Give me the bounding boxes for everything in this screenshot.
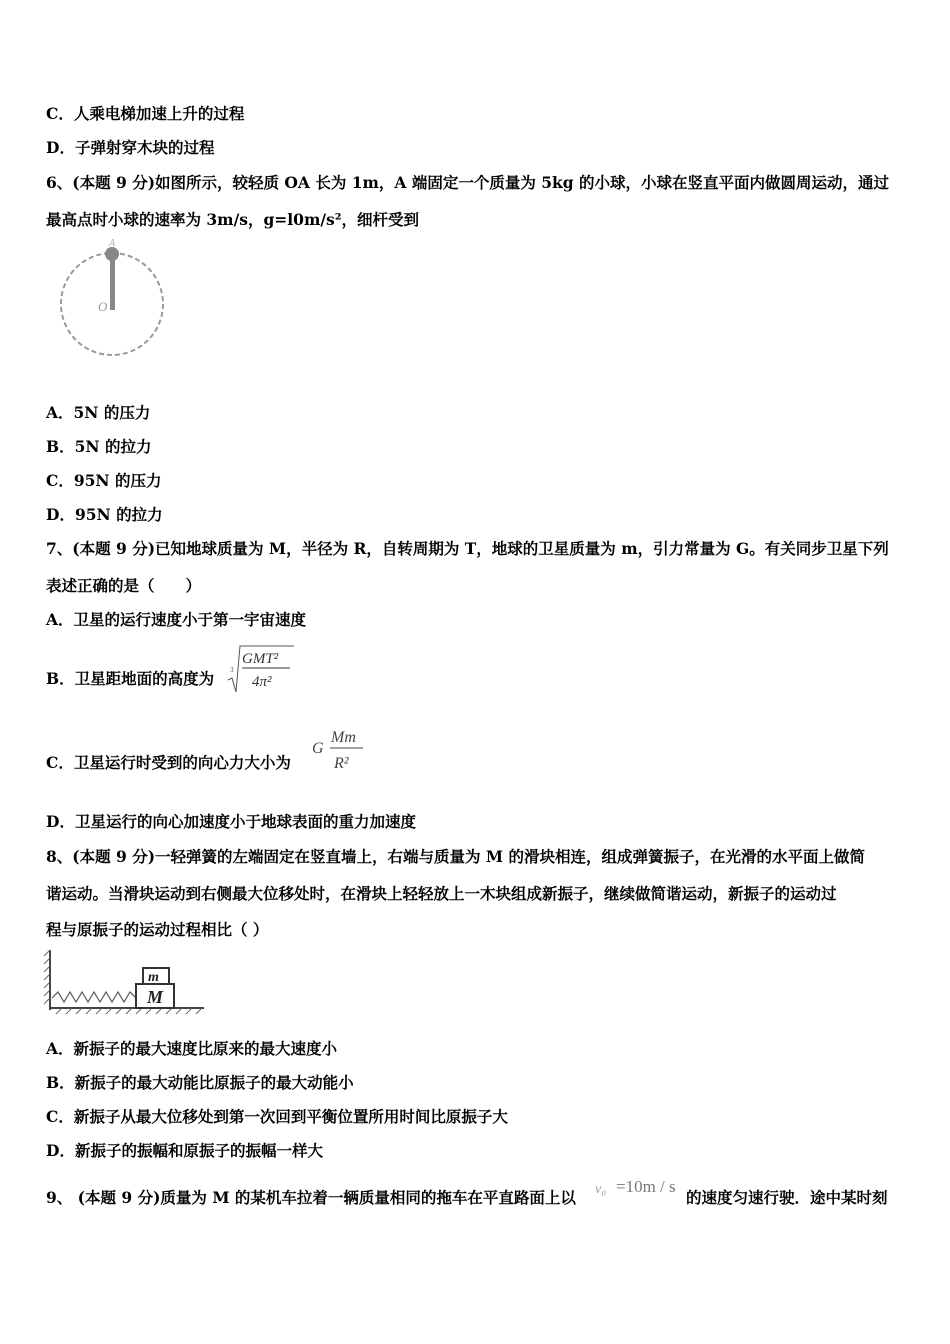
q6-stem-1: 6、(本题 9 分)如图所示，较轻质 OA 长为 1m，A 端固定一个质量为 5kg 的小球，小球在竖直平面内做圆周运动，通过 xyxy=(46,173,890,192)
c-g: G xyxy=(312,740,324,757)
q6-circle-figure xyxy=(56,236,168,360)
label-a: A xyxy=(109,238,116,249)
q6-option-b: B．5N 的拉力 xyxy=(46,437,152,456)
c-numerator: Mm xyxy=(331,729,356,746)
label-o: O xyxy=(98,299,108,314)
q6-option-d: D．95N 的拉力 xyxy=(46,505,163,524)
root-index: 3 xyxy=(230,666,234,674)
q7-option-a: A．卫星的运行速度小于第一宇宙速度 xyxy=(46,610,307,629)
v0-symbol: v₀ xyxy=(595,1182,607,1197)
b-denominator: 4π² xyxy=(252,674,272,690)
q5-option-d: D．子弹射穿木块的过程 xyxy=(46,138,215,157)
b-numerator: GMT² xyxy=(242,651,279,667)
q7-b-formula xyxy=(226,642,296,696)
q9-v0-formula xyxy=(592,1172,684,1204)
q7-option-b xyxy=(46,667,214,689)
q8-option-a: A．新振子的最大速度比原来的最大速度小 xyxy=(46,1039,338,1058)
block-m-label: m xyxy=(148,970,159,985)
q9-stem-2: 的速度匀速行驶．途中某时刻 xyxy=(686,1188,888,1207)
q6-stem-2: 最高点时小球的速率为 3m/s，g=l0m/s²，细杆受到 xyxy=(46,210,420,229)
q8-stem-2: 谐运动。当滑块运动到右侧最大位移处时，在滑块上轻轻放上一木块组成新振子，继续做简谐运动，新振子的运动过 xyxy=(46,884,837,903)
q7-stem-1: 7、(本题 9 分)已知地球质量为 M，半径为 R，自转周期为 T，地球的卫星质量为 m，引力常量为 G。有关同步卫星下列 xyxy=(46,539,889,558)
q7-option-c xyxy=(46,751,291,773)
q6-option-c: C．95N 的压力 xyxy=(46,471,162,490)
q8-option-d: D．新振子的振幅和原振子的振幅一样大 xyxy=(46,1141,323,1160)
v0-value: =10m / s xyxy=(616,1177,676,1196)
block-M-label: M xyxy=(147,987,164,1007)
q8-option-b: B．新振子的最大动能比原振子的最大动能小 xyxy=(46,1073,354,1092)
q5-option-c: C．人乘电梯加速上升的过程 xyxy=(46,104,245,123)
q8-stem-1: 8、(本题 9 分)一轻弹簧的左端固定在竖直墙上，右端与质量为 M 的滑块相连，组成弹簧振子，在光滑的水平面上做简 xyxy=(46,847,865,866)
q8-option-c: C．新振子从最大位移处到第一次回到平衡位置所用时间比原振子大 xyxy=(46,1107,508,1126)
q7-option-d: D．卫星运行的向心加速度小于地球表面的重力加速度 xyxy=(46,812,416,831)
q7-option-c-text: C．卫星运行时受到的向心力大小为 xyxy=(46,753,291,772)
q6-option-a: A．5N 的压力 xyxy=(46,403,151,422)
q7-c-formula xyxy=(310,724,370,774)
q8-stem-3: 程与原振子的运动过程相比（ ） xyxy=(46,920,269,939)
q9-stem-1: 9、 (本题 9 分)质量为 M 的某机车拉着一辆质量相同的拖车在平直路面上以 xyxy=(46,1188,576,1207)
q8-spring-figure xyxy=(44,948,208,1018)
q7-stem-2: 表述正确的是（ ） xyxy=(46,576,202,595)
c-denominator: R² xyxy=(334,755,349,772)
q7-option-b-text: B．卫星距地面的高度为 xyxy=(46,669,215,688)
